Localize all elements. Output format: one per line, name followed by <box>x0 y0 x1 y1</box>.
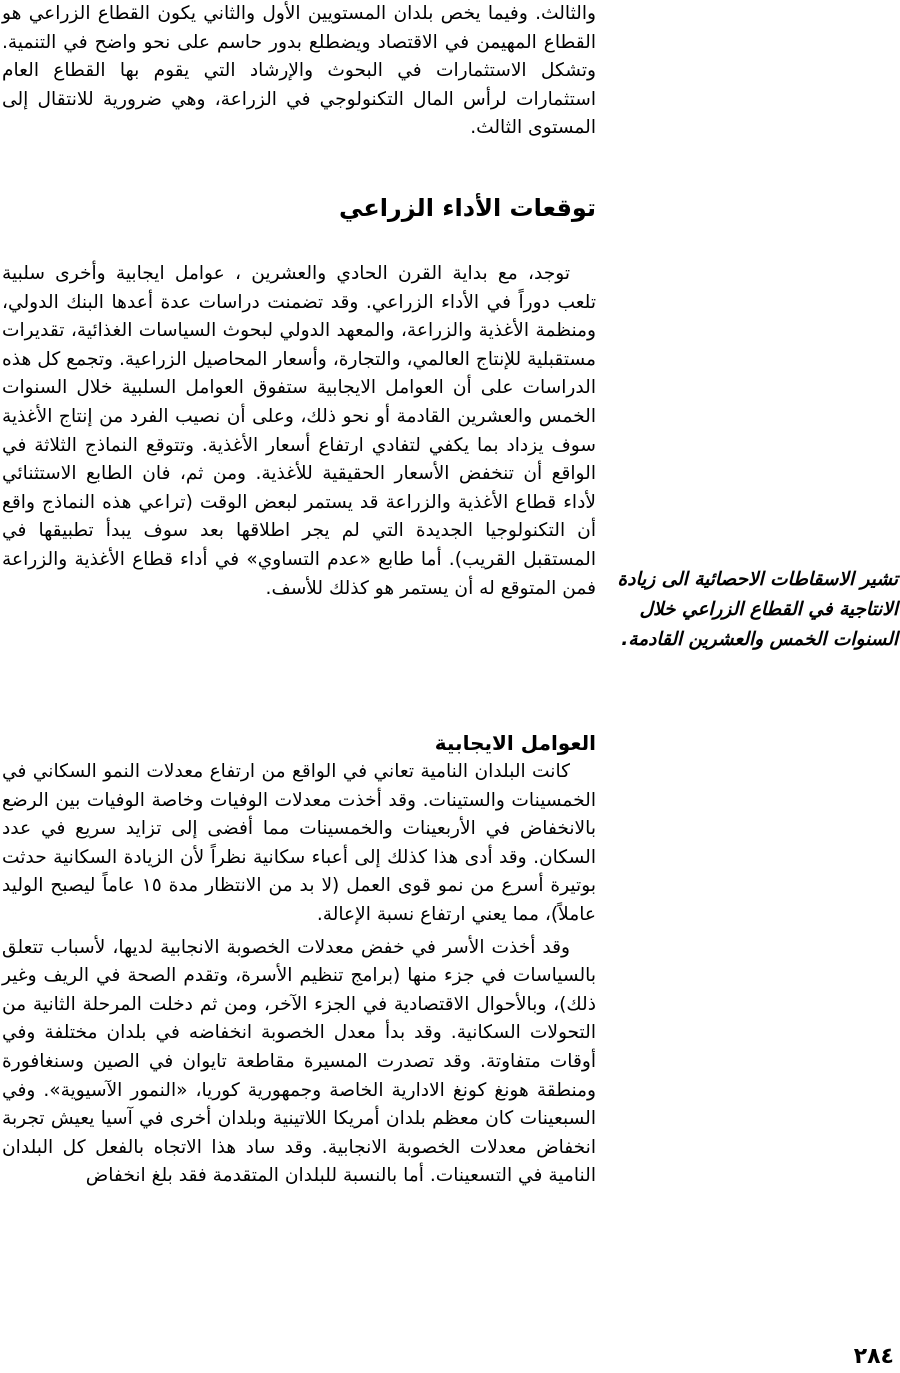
section-paragraph: توجد، مع بداية القرن الحادي والعشرين ، عوامل ايجابية وأخرى سلبية تلعب دوراً في الأداء الزراعي. وقد تضمنت دراسات عدة أعدها البنك الدولي، ومنظمة الأغذية والزراعة، والمعهد الدولي لبحوث السياسات الغذائية، تقديرات مستقبلية للإنتاج العالمي، والتجارة، وأسعار المحاصيل الزراعية. وتجمع كل هذه الدراسات على أن العوامل الايجابية ستفوق العوامل السلبية خلال السنوات الخمس والعشرين القادمة أو نحو ذلك، وعلى أن نصيب الفرد من إنتاج الأغذية سوف يزداد بما يكفي لتفادي ارتفاع أسعار الأغذية. وتتوقع النماذج الثلاثة في الواقع أن تنخفض الأسعار الحقيقية للأغذية. ومن ثم، فان الطابع الاستثنائي لأداء قطاع الأغذية والزراعة قد يستمر لبعض الوقت (تراعي هذه النماذج واقع أن التكنولوجيا الجديدة التي لم يجر اطلاقها بعد سوف يبدأ تطبيقها في المستقبل القريب). أما طابع «عدم التساوي» في أداء قطاع الأغذية والزراعة فمن المتوقع له أن يستمر هو كذلك للأسف. <box>2 263 596 599</box>
intro-paragraph: والثالث. وفيما يخص بلدان المستويين الأول والثاني يكون القطاع الزراعي هو القطاع المهيمن في الاقتصاد ويضطلع بدور حاسم على نحو واضح في التنمية. وتشكل الاستثمارات في البحوث والإرشاد التي يقوم بها القطاع العام استثمارات لرأس المال التكنولوجي في الزراعة، وهي ضرورية للانتقال إلى المستوى الثالث. <box>2 3 596 139</box>
page-number: ٢٨٤ <box>853 1344 894 1369</box>
paragraph-population-growth: كانت البلدان النامية تعاني في الواقع من ارتفاع معدلات النمو السكاني في الخمسينات والستينات. وقد أخذت معدلات الوفيات وخاصة الوفيات بين الرضع بالانخفاض في الأربعينات والخمسينات مما أفضى إلى تزايد سريع في عدد السكان. وقد أدى هذا كذلك إلى أعباء سكانية نظراً لأن الزيادة السكانية حدثت بوتيرة أسرع من نمو قوى العمل (لا بد من الانتظار مدة ١٥ عاماً ليصبح الوليد عاملاً)، مما يعني ارتفاع نسبة الإعالة. <box>2 761 596 925</box>
main-text-column <box>2 0 596 1191</box>
subsection-heading: العوامل الايجابية <box>434 731 596 755</box>
paragraph-fertility-decline: وقد أخذت الأسر في خفض معدلات الخصوبة الانجابية لديها، لأسباب تتعلق بالسياسات في جزء منها (برامج تنظيم الأسرة، وتقدم الصحة في الريف وغير ذلك)، وبالأحوال الاقتصادية في الجزء الآخر، ومن ثم دخلت المرحلة الثانية من التحولات السكانية. وقد بدأ معدل الخصوبة انخفاضه في بلدان مختلفة وفي أوقات متفاوتة. وقد تصدرت المسيرة مقاطعة تايوان في الصين وسنغافورة ومنطقة هونغ كونغ الادارية الخاصة وجمهورية كوريا، «النمور الآسيوية». وفي السبعينات كان معظم بلدان أمريكا اللاتينية وبلدان أخرى في آسيا يعيش تجربة انخفاض معدلات الخصوبة الانجابية. وقد ساد هذا الاتجاه بالفعل كل البلدان النامية في التسعينات. أما بالنسبة للبلدان المتقدمة فقد بلغ انخفاض <box>2 936 596 1187</box>
margin-note: تشير الاسقاطات الاحصائية الى زيادة الانتاجية في القطاع الزراعي خلال السنوات الخمس والعشرين القادمة. <box>617 569 898 650</box>
section-heading: توقعات الأداء الزراعي <box>339 194 596 222</box>
